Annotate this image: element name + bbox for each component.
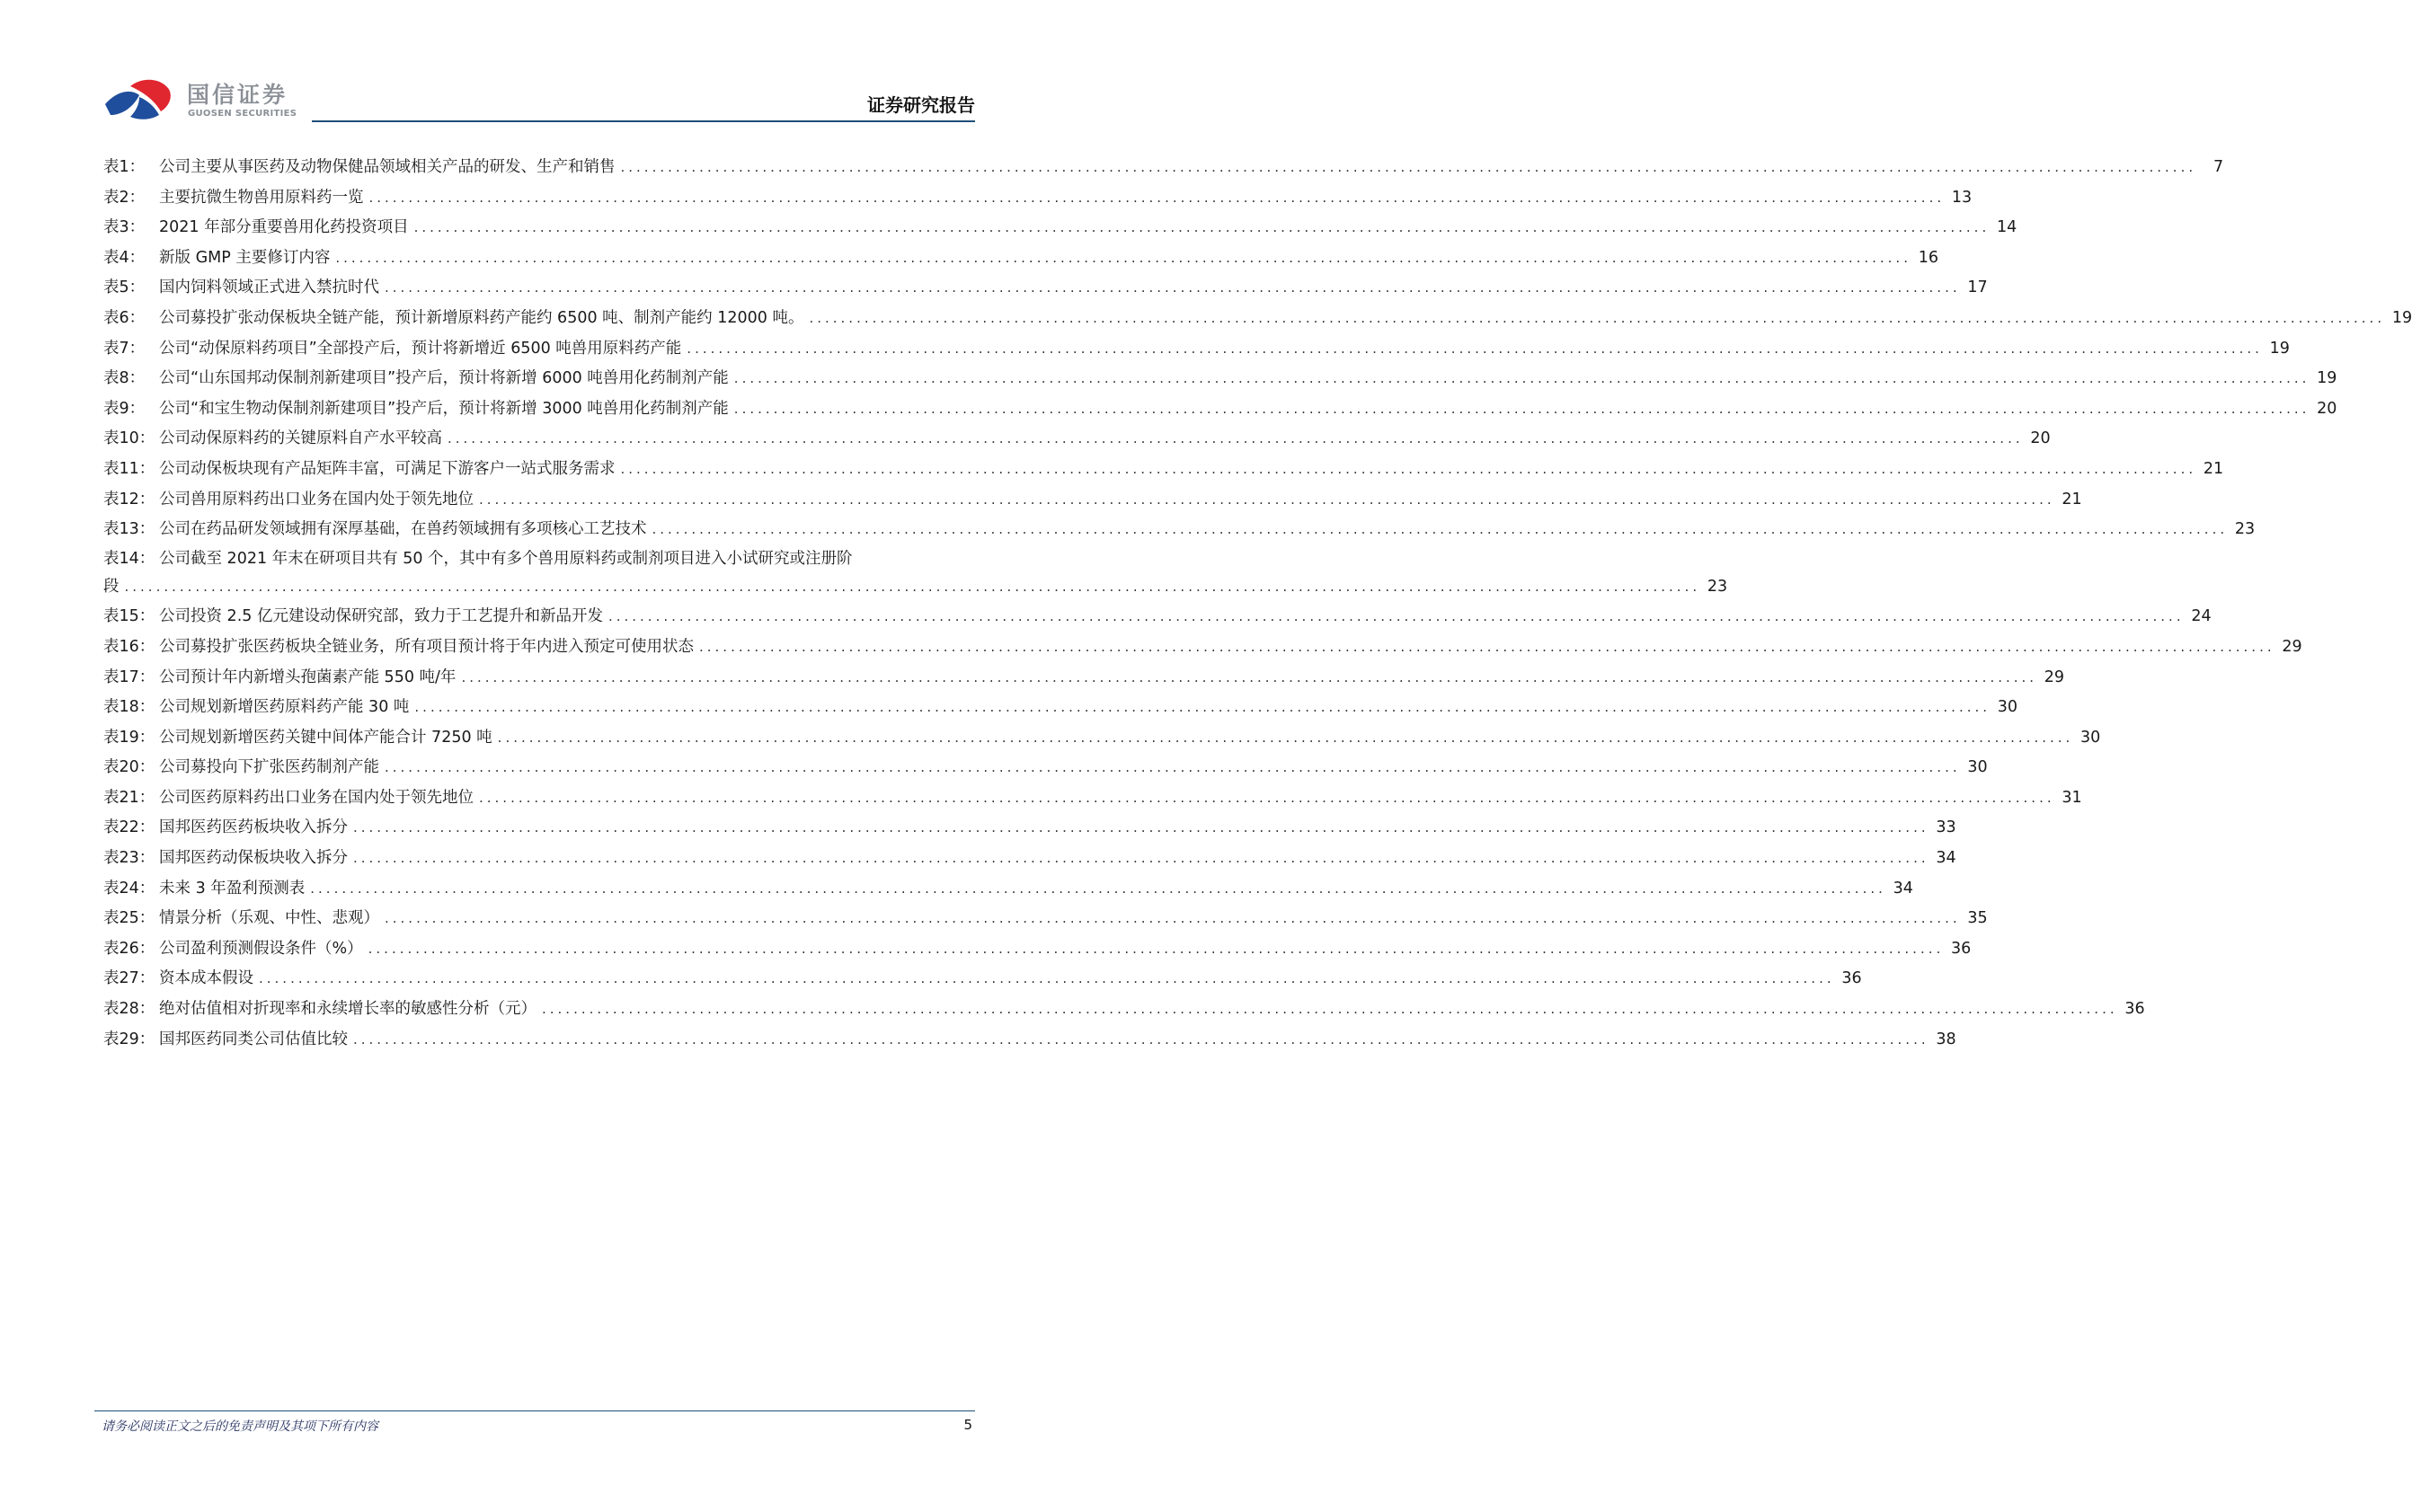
toc-entry-label: 表9：: [103, 399, 146, 418]
toc-dot-leader: ........................................................................................................................................................................................................: [652, 521, 2229, 538]
toc-entry[interactable]: [103, 424, 2051, 455]
toc-entry-page: 23: [2234, 520, 2256, 539]
toc-entry-label: 表4：: [103, 248, 146, 267]
toc-entry-label: 表14：: [103, 549, 155, 568]
toc-entry-page: 23: [1707, 577, 1728, 596]
toc-entry-title: 未来 3 年盈利预测表: [159, 879, 306, 897]
toc-entry-title: 新版 GMP 主要修订内容: [159, 248, 331, 267]
toc-entry-title: 公司募投向下扩张医药制剂产能: [159, 758, 379, 777]
toc-entry-label: 表29：: [103, 1030, 155, 1048]
toc-entry-page: 20: [2030, 429, 2051, 448]
brand-name-en: GUOSEN SECURITIES: [188, 109, 297, 119]
toc-entry-title-cont: 段: [103, 577, 120, 596]
toc-entry-title: 公司规划新增医药原料药产能 30 吨: [159, 698, 410, 717]
brand-name-cn: 国信证券: [187, 82, 288, 108]
toc-entry-title: 国邦医药同类公司估值比较: [159, 1030, 348, 1048]
toc-entry-page: 30: [1967, 758, 1988, 777]
toc-dot-leader: ........................................................................................................................................................................................................: [542, 1001, 2118, 1018]
toc-entry[interactable]: [103, 874, 1913, 905]
toc-entry-page: 21: [2203, 459, 2224, 478]
toc-entry-page: 30: [2080, 728, 2101, 747]
toc-entry-title: 公司动保原料药的关键原料自产水平较高: [159, 429, 442, 448]
toc-entry-page: 16: [1918, 248, 1938, 267]
toc-entry[interactable]: [103, 904, 1988, 934]
toc-entry[interactable]: [103, 632, 2302, 663]
toc-dot-leader: ........................................................................................................................................................................................................: [385, 759, 1961, 776]
toc-entry-label: 表21：: [103, 788, 155, 807]
toc-entry-title: 公司募投扩张动保板块全链产能，预计新增原料药产能约 6500 吨、制剂产能约 12000 吨。: [159, 308, 804, 327]
toc-entry[interactable]: [103, 753, 1988, 783]
toc-entry-label: 表6：: [103, 308, 146, 327]
toc-entry-label: 表16：: [103, 637, 155, 656]
toc-entry-title: 公司在药品研发领域拥有深厚基础，在兽药领域拥有多项核心工艺技术: [159, 520, 647, 539]
toc-entry-page: 33: [1936, 818, 1956, 837]
toc-entry-title: 公司募投扩张医药板块全链业务，所有项目预计将于年内进入预定可使用状态: [159, 637, 694, 656]
toc-entry[interactable]: [103, 663, 2065, 694]
toc-dot-leader: ........................................................................................................................................................................................................: [413, 219, 1991, 236]
toc-entry[interactable]: [103, 364, 2337, 394]
toc-entry-label: 表20：: [103, 758, 155, 777]
toc-entry-title: 公司“山东国邦动保制剂新建项目”投产后，预计将新增 6000 吨兽用化药制剂产能: [159, 369, 729, 388]
toc-entry-title: 公司预计年内新增头孢菌素产能 550 吨/年: [159, 668, 457, 686]
toc-entry[interactable]: [103, 334, 2290, 365]
toc-entry[interactable]: [103, 153, 2224, 183]
toc-entry-label: 表27：: [103, 969, 155, 988]
toc-dot-leader: ........................................................................................................................................................................................................: [699, 638, 2275, 655]
toc-dot-leader: ........................................................................................................................................................................................................: [607, 608, 2185, 625]
toc-entry-label: 表12：: [103, 490, 155, 508]
disclaimer-note: 请务必阅读正文之后的免责声明及其项下所有内容: [102, 1419, 378, 1434]
toc-entry-page: 38: [1936, 1030, 1956, 1048]
toc-entry-label: 表25：: [103, 909, 155, 928]
toc-entry-page: 20: [2317, 399, 2337, 418]
toc-entry-page: 31: [2062, 788, 2082, 807]
toc-entry-label: 表18：: [103, 698, 155, 717]
toc-entry-title: 国邦医药动保板块收入拆分: [159, 849, 348, 868]
toc-dot-leader: ........................................................................................................................................................................................................: [733, 370, 2310, 387]
toc-entry-page: 14: [1996, 218, 2017, 237]
toc-dot-leader: ........................................................................................................................................................................................................: [461, 668, 2038, 685]
toc-entry-label: 表23：: [103, 849, 155, 868]
toc-dot-leader: ........................................................................................................................................................................................................: [497, 729, 2074, 746]
report-type-title: 证券研究报告: [867, 94, 975, 116]
toc-dot-leader: ........................................................................................................................................................................................................: [124, 578, 1701, 595]
toc-entry-page: 36: [1841, 969, 1862, 988]
toc-entry-page: 34: [1893, 879, 1913, 897]
toc-dot-leader: ........................................................................................................................................................................................................: [479, 789, 2055, 806]
toc-dot-leader: ........................................................................................................................................................................................................: [809, 309, 2386, 326]
toc-entry-label: 表11：: [103, 459, 155, 478]
toc-dot-leader: ........................................................................................................................................................................................................: [368, 189, 1946, 206]
toc-entry-title: 公司盈利预测假设条件（%）: [159, 939, 363, 958]
toc-entry-label: 表19：: [103, 728, 155, 747]
toc-entry-label: 表1：: [103, 158, 146, 176]
toc-entry-title: 公司截至 2021 年末在研项目共有 50 个，其中有多个兽用原料药或制剂项目进入小试研究或注册阶: [159, 549, 853, 568]
page-number: 5: [963, 1417, 972, 1433]
toc-entry-label: 表17：: [103, 668, 155, 686]
toc-dot-leader: ........................................................................................................................................................................................................: [733, 400, 2310, 417]
toc-entry-title: 公司主要从事医药及动物保健品领域相关产品的研发、生产和销售: [159, 158, 616, 176]
toc-dot-leader: ........................................................................................................................................................................................................: [353, 819, 1929, 836]
toc-entry-page: 13: [1951, 188, 1973, 207]
toc-dot-leader: ........................................................................................................................................................................................................: [310, 880, 1886, 897]
toc-entry[interactable]: [103, 844, 1956, 874]
toc-entry[interactable]: [103, 1025, 1956, 1056]
toc-entry-label: 表5：: [103, 279, 146, 297]
toc-dot-leader: ........................................................................................................................................................................................................: [385, 279, 1961, 296]
toc-entry[interactable]: [103, 273, 1988, 304]
toc-entry-title: 公司“和宝生物动保制剂新建项目”投产后，预计将新增 3000 吨兽用化药制剂产能: [159, 399, 729, 418]
toc-entry-label: 表10：: [103, 429, 155, 448]
toc-entry-continuation[interactable]: [103, 572, 1728, 603]
toc-entry-title: 公司兽用原料药出口业务在国内处于领先地位: [159, 490, 474, 508]
toc-entry-page: 24: [2191, 607, 2212, 626]
toc-entry-page: 19: [2391, 308, 2412, 327]
toc-entry[interactable]: [103, 693, 2018, 723]
toc-entry-page: 17: [1967, 279, 1988, 297]
toc-entry-label: 表22：: [103, 818, 155, 837]
toc-entry-page: 29: [2282, 637, 2302, 656]
toc-entry-title: 2021 年部分重要兽用化药投资项目: [159, 218, 409, 237]
toc-entry[interactable]: [103, 304, 2412, 334]
toc-entry[interactable]: [103, 243, 1938, 274]
guosen-logo-icon: [103, 75, 184, 124]
toc-entry[interactable]: [103, 515, 2256, 545]
toc-entry-label: 表8：: [103, 369, 146, 388]
toc-entry-label: 表7：: [103, 339, 146, 358]
toc-entry-page: 19: [2269, 339, 2290, 358]
toc-entry-title: 国内饲料领域正式进入禁抗时代: [159, 279, 379, 297]
toc-entry-title: 公司规划新增医药关键中间体产能合计 7250 吨: [159, 728, 492, 747]
toc-dot-leader: ........................................................................................................................................................................................................: [620, 460, 2197, 477]
toc-entry-title: 资本成本假设: [159, 969, 253, 988]
toc-dot-leader: ........................................................................................................................................................................................................: [353, 1030, 1929, 1048]
toc-entry-label: 表3：: [103, 218, 146, 237]
toc-entry-page: 36: [2124, 1000, 2145, 1019]
toc-entry-page: 36: [1950, 939, 1972, 958]
toc-entry-title: 公司动保板块现有产品矩阵丰富，可满足下游客户一站式服务需求: [159, 459, 616, 478]
toc-entry-label: 表13：: [103, 520, 155, 539]
toc-entry-label: 表15：: [103, 607, 155, 626]
toc-dot-leader: ........................................................................................................................................................................................................: [448, 430, 2024, 447]
toc-entry[interactable]: [103, 723, 2101, 754]
toc-entry[interactable]: [103, 183, 1973, 214]
toc-entry-title: 公司医药原料药出口业务在国内处于领先地位: [159, 788, 474, 807]
toc-dot-leader: ........................................................................................................................................................................................................: [353, 850, 1929, 867]
toc-entry[interactable]: [103, 813, 1956, 844]
toc-entry-page: 30: [1997, 698, 2018, 717]
toc-entry-title: 国邦医药医药板块收入拆分: [159, 818, 348, 837]
page-header: [0, 0, 1069, 126]
toc-dot-leader: ........................................................................................................................................................................................................: [414, 699, 1991, 716]
toc-entry[interactable]: [103, 485, 2082, 516]
toc-entry[interactable]: [103, 213, 2017, 243]
toc-entry-title: 公司投资 2.5 亿元建设动保研究部，致力于工艺提升和新品开发: [159, 607, 603, 626]
table-of-tables: [103, 153, 2412, 1055]
toc-entry[interactable]: [103, 964, 1862, 995]
toc-dot-leader: ........................................................................................................................................................................................................: [259, 970, 1835, 987]
toc-entry-label: 表24：: [103, 879, 155, 897]
toc-entry[interactable]: [103, 455, 2224, 485]
toc-entry-label: 表26：: [103, 939, 155, 958]
toc-entry[interactable]: [103, 394, 2337, 425]
toc-entry-page: 19: [2317, 369, 2337, 388]
toc-dot-leader: ........................................................................................................................................................................................................: [479, 491, 2055, 508]
header-divider: [312, 120, 975, 122]
toc-entry-title: 主要抗微生物兽用原料药一览: [159, 188, 364, 207]
toc-entry-page: 29: [2044, 668, 2065, 686]
toc-entry-title: 公司“动保原料药项目”全部投产后，预计将新增近 6500 吨兽用原料药产能: [159, 339, 682, 358]
footer-divider: [94, 1410, 975, 1411]
toc-entry-page: 35: [1967, 909, 1988, 928]
toc-entry[interactable]: [103, 995, 2145, 1025]
toc-dot-leader: ........................................................................................................................................................................................................: [620, 159, 2197, 175]
toc-entry[interactable]: [103, 934, 1972, 965]
toc-entry-page: 21: [2062, 490, 2082, 508]
toc-dot-leader: ........................................................................................................................................................................................................: [385, 910, 1961, 927]
toc-entry-page: 7: [2212, 158, 2224, 176]
toc-entry-label: 表2：: [103, 188, 146, 207]
toc-entry-title: 情景分析（乐观、中性、悲观）: [159, 909, 379, 928]
toc-entry[interactable]: [103, 602, 2212, 632]
toc-entry-label: 表28：: [103, 1000, 155, 1019]
toc-entry[interactable]: [103, 783, 2082, 814]
toc-entry-page: 34: [1936, 849, 1956, 868]
toc-entry[interactable]: [103, 545, 975, 572]
toc-dot-leader: ........................................................................................................................................................................................................: [368, 940, 1945, 957]
toc-dot-leader: ........................................................................................................................................................................................................: [687, 340, 2263, 357]
toc-entry-title: 绝对估值相对折现率和永续增长率的敏感性分析（元）: [159, 1000, 536, 1019]
toc-dot-leader: ........................................................................................................................................................................................................: [335, 249, 1911, 266]
